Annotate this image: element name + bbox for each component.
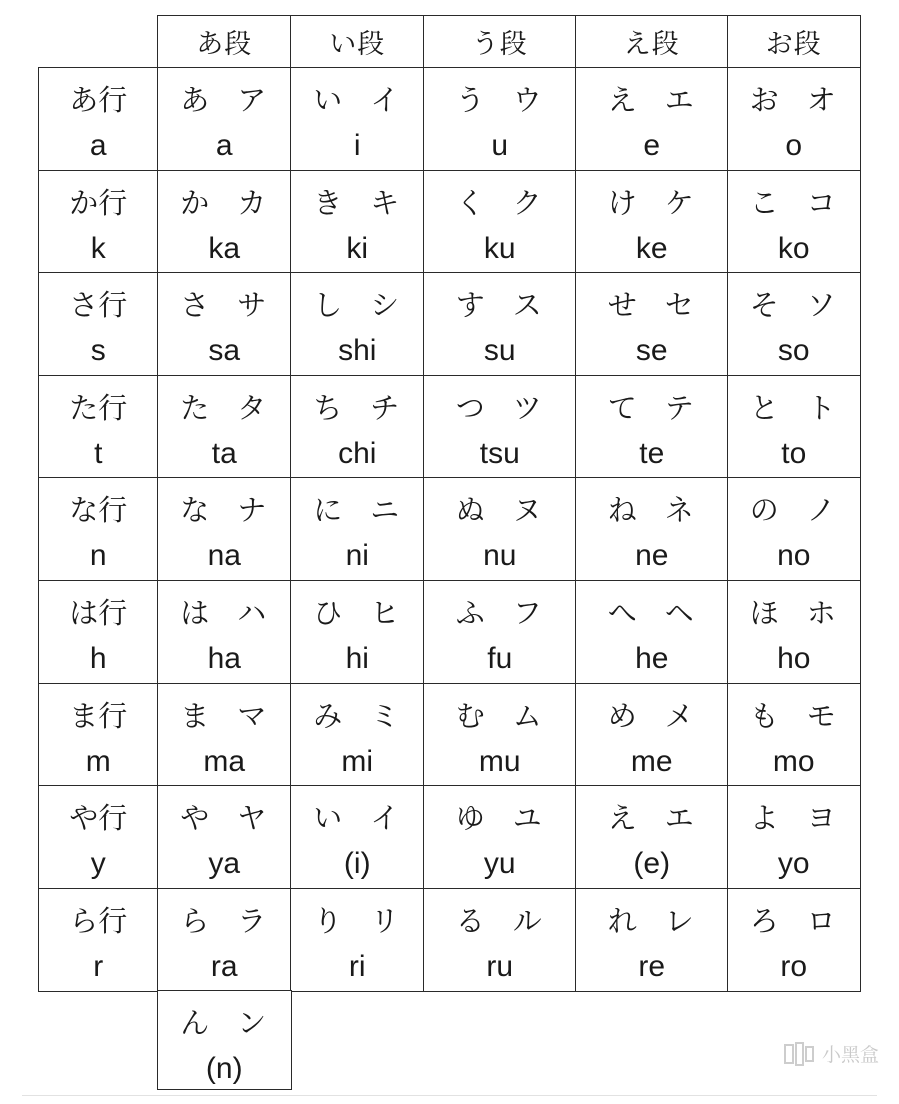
hiragana-char: の: [749, 492, 781, 527]
kana-cell: [157, 888, 292, 992]
romaji-text: ri: [348, 950, 366, 983]
romaji-text: ku: [483, 232, 516, 265]
katakana-char: ト: [806, 390, 838, 425]
column-header: え段: [575, 15, 729, 69]
hiragana-char: と: [749, 390, 781, 425]
kana-cell: [575, 580, 729, 685]
kana-cell: [290, 888, 425, 992]
katakana-char: ケ: [664, 185, 696, 220]
kana-cell: [575, 67, 729, 172]
kana-cell: [157, 67, 292, 172]
kana-cell: [727, 67, 861, 172]
row-label-kana: か行: [69, 185, 128, 220]
row-label: [38, 683, 159, 787]
hiragana-char: ち: [313, 390, 345, 425]
kana-cell: [727, 477, 861, 582]
katakana-char: ツ: [512, 390, 544, 425]
row-label-kana: な行: [69, 492, 128, 527]
hiragana-char: む: [455, 698, 487, 733]
row-label-kana: あ行: [69, 82, 128, 117]
kana-pair: [576, 690, 728, 738]
kana-cell: [575, 683, 729, 787]
kana-pair: [158, 382, 291, 430]
hiragana-char: れ: [607, 903, 639, 938]
kana-cell: [290, 785, 425, 890]
romaji-text: (e): [633, 847, 671, 880]
hiragana-char: り: [313, 903, 345, 938]
hiragana-char: に: [313, 492, 345, 527]
kana-cell: [157, 272, 292, 377]
kana-pair: [424, 587, 576, 635]
romaji-text: fu: [487, 642, 513, 675]
kana-cell-n: [157, 990, 292, 1090]
kana-cell: [157, 580, 292, 685]
kana-cell: [423, 785, 577, 890]
row-label-romaji: y: [90, 847, 106, 880]
hiragana-char: よ: [749, 800, 781, 835]
kana-pair: [291, 177, 424, 225]
romaji-text: ka: [208, 232, 241, 265]
romaji-text: na: [207, 539, 241, 572]
romaji-text: tsu: [479, 437, 520, 470]
kana-cell: [157, 477, 292, 582]
hiragana-char: こ: [749, 185, 781, 220]
hiragana-char: は: [180, 595, 212, 630]
katakana-char: ホ: [806, 595, 838, 630]
romaji-text: so: [777, 334, 810, 367]
hiragana-char: み: [313, 698, 345, 733]
romaji-text: u: [491, 129, 509, 162]
katakana-char: オ: [806, 82, 838, 117]
kana-cell: [423, 170, 577, 274]
kana-cell: [290, 375, 425, 479]
katakana-char: ナ: [237, 492, 269, 527]
column-header: あ段: [157, 15, 292, 69]
hiragana-char: る: [455, 903, 487, 938]
hiragana-char: ね: [607, 492, 639, 527]
row-label: [38, 477, 159, 582]
kana-pair: [291, 74, 424, 122]
kana-cell: [290, 580, 425, 685]
kana-pair: [728, 177, 860, 225]
romaji-text: ru: [486, 950, 514, 983]
katakana-char: ク: [512, 185, 544, 220]
kana-pair: [158, 74, 291, 122]
katakana-char: ミ: [370, 698, 402, 733]
katakana-char: イ: [370, 82, 402, 117]
kana-cell: [157, 683, 292, 787]
hiragana-char: ふ: [455, 595, 487, 630]
kana-pair: [424, 279, 576, 327]
row-label-romaji: h: [89, 642, 107, 675]
hiragana-char: め: [607, 698, 639, 733]
kana-pair: [158, 690, 291, 738]
katakana-char: ユ: [512, 800, 544, 835]
katakana-char: マ: [237, 698, 269, 733]
romaji-text: ki: [346, 232, 369, 265]
kana-pair: [424, 792, 576, 840]
kana-cell: [157, 785, 292, 890]
romaji-text: to: [781, 437, 807, 470]
kana-pair: [424, 690, 576, 738]
katakana-char: ソ: [806, 287, 838, 322]
romaji-text: (i): [343, 847, 371, 880]
romaji-text: ni: [345, 539, 369, 572]
kana-cell: [575, 785, 729, 890]
row-label-kana: や行: [69, 800, 128, 835]
romaji-text: sa: [208, 334, 241, 367]
romaji-text: (n): [205, 1052, 243, 1085]
kana-cell: [290, 477, 425, 582]
katakana-char: ヤ: [237, 800, 269, 835]
kana-pair: [291, 587, 424, 635]
romaji-text: me: [630, 745, 673, 778]
footer-divider: [22, 1095, 877, 1096]
romaji-text: ko: [777, 232, 810, 265]
romaji-text: mo: [772, 745, 815, 778]
kana-pair: [158, 279, 291, 327]
kana-cell: [727, 580, 861, 685]
katakana-char: コ: [806, 185, 838, 220]
row-label-romaji: t: [94, 437, 103, 470]
katakana-char: タ: [237, 390, 269, 425]
kana-pair: [728, 587, 860, 635]
hiragana-char: ぬ: [455, 492, 487, 527]
kana-cell: [290, 67, 425, 172]
kana-cell: [727, 375, 861, 479]
kana-pair: [576, 895, 728, 943]
katakana-char: エ: [664, 800, 696, 835]
kana-cell: [727, 170, 861, 274]
katakana-char: ノ: [806, 492, 838, 527]
kana-cell: [727, 888, 861, 992]
romaji-text: ho: [777, 642, 811, 675]
katakana-char: モ: [806, 698, 838, 733]
kana-pair: [291, 690, 424, 738]
kana-cell: [423, 272, 577, 377]
romaji-text: ta: [211, 437, 237, 470]
kana-cell: [157, 375, 292, 479]
hiragana-char: し: [313, 287, 345, 322]
katakana-char: ル: [512, 903, 544, 938]
katakana-char: キ: [370, 185, 402, 220]
row-label: [38, 888, 159, 992]
romaji-text: ma: [203, 745, 246, 778]
kana-pair: [291, 895, 424, 943]
kana-pair: [576, 177, 728, 225]
kana-cell: [423, 683, 577, 787]
kana-cell: [727, 785, 861, 890]
watermark-text: 小黑盒: [821, 1044, 879, 1066]
hiragana-char: そ: [749, 287, 781, 322]
hiragana-char: あ: [180, 82, 212, 117]
row-label-romaji: n: [89, 539, 107, 572]
katakana-char: フ: [512, 595, 544, 630]
katakana-char: ヘ: [664, 595, 696, 630]
kana-pair: [424, 382, 576, 430]
kana-pair: [576, 382, 728, 430]
hiragana-char: く: [455, 185, 487, 220]
romaji-text: a: [215, 129, 233, 162]
kana-pair: [728, 74, 860, 122]
kana-pair: [424, 177, 576, 225]
romaji-text: o: [785, 129, 803, 162]
hiragana-char: つ: [455, 390, 487, 425]
hiragana-char: す: [455, 287, 487, 322]
hiragana-char: ろ: [749, 903, 781, 938]
kana-pair: [158, 792, 291, 840]
hiragana-char: も: [749, 698, 781, 733]
kana-pair: [158, 587, 291, 635]
hiragana-char: へ: [607, 595, 639, 630]
katakana-char: セ: [664, 287, 696, 322]
katakana-char: メ: [664, 698, 696, 733]
kana-cell: [727, 272, 861, 377]
katakana-char: シ: [370, 287, 402, 322]
romaji-text: ne: [635, 539, 669, 572]
romaji-text: ro: [780, 950, 808, 983]
hiragana-char: け: [607, 185, 639, 220]
katakana-char: レ: [664, 903, 696, 938]
kana-pair: [576, 74, 728, 122]
row-label: [38, 375, 159, 479]
kana-pair: [728, 382, 860, 430]
romaji-text: no: [777, 539, 811, 572]
kana-pair: [576, 587, 728, 635]
kana-cell: [290, 683, 425, 787]
kana-pair: [158, 895, 291, 943]
kana-cell: [423, 375, 577, 479]
kana-pair: [576, 792, 728, 840]
romaji-text: he: [635, 642, 669, 675]
romaji-text: se: [635, 334, 668, 367]
kana-cell: [423, 67, 577, 172]
kana-pair: [728, 792, 860, 840]
kana-pair: [424, 895, 576, 943]
kana-pair: [291, 792, 424, 840]
row-label-romaji: k: [90, 232, 106, 265]
katakana-char: ラ: [237, 903, 269, 938]
hiragana-char: い: [313, 800, 345, 835]
kana-cell: [727, 683, 861, 787]
romaji-text: nu: [483, 539, 517, 572]
katakana-char: ニ: [370, 492, 402, 527]
romaji-text: mu: [478, 745, 521, 778]
hiragana-char: ひ: [313, 595, 345, 630]
katakana-char: ウ: [512, 82, 544, 117]
row-label-romaji: s: [90, 334, 106, 367]
hiragana-char: え: [607, 800, 639, 835]
katakana-char: ム: [512, 698, 544, 733]
kana-pair: [728, 690, 860, 738]
kana-cell: [290, 272, 425, 377]
katakana-char: ヒ: [370, 595, 402, 630]
hiragana-char: さ: [180, 287, 212, 322]
kana-cell: [575, 272, 729, 377]
katakana-char: ロ: [806, 903, 838, 938]
row-label: [38, 580, 159, 685]
katakana-char: ヌ: [512, 492, 544, 527]
kana-pair: [291, 484, 424, 532]
kana-pair: [158, 177, 291, 225]
row-label-romaji: a: [89, 129, 107, 162]
kana-pair: [424, 484, 576, 532]
heybox-logo-icon: [782, 1041, 816, 1067]
romaji-text: yu: [483, 847, 516, 880]
romaji-text: shi: [338, 334, 377, 367]
kana-pair: [728, 279, 860, 327]
kana-pair: [291, 382, 424, 430]
row-label-romaji: m: [85, 745, 111, 778]
katakana-char: ン: [237, 1005, 269, 1040]
row-label: [38, 67, 159, 172]
kana-pair: [576, 279, 728, 327]
hiragana-char: え: [607, 82, 639, 117]
kana-cell: [575, 477, 729, 582]
hiragana-char: て: [607, 390, 639, 425]
hiragana-char: せ: [607, 287, 639, 322]
hiragana-char: な: [180, 492, 212, 527]
katakana-char: イ: [370, 800, 402, 835]
kana-cell: [575, 375, 729, 479]
row-label: [38, 785, 159, 890]
kana-cell: [575, 170, 729, 274]
romaji-text: chi: [338, 437, 377, 470]
romaji-text: ra: [210, 950, 238, 983]
hiragana-char: う: [455, 82, 487, 117]
row-label-kana: は行: [69, 595, 128, 630]
romaji-text: su: [483, 334, 516, 367]
row-label: [38, 170, 159, 274]
kana-cell: [575, 888, 729, 992]
romaji-text: mi: [341, 745, 374, 778]
hiragana-char: き: [313, 185, 345, 220]
row-label-kana: た行: [69, 390, 128, 425]
hiragana-char: い: [313, 82, 345, 117]
hiragana-char: ん: [180, 1005, 212, 1040]
hiragana-char: ほ: [749, 595, 781, 630]
romaji-text: e: [643, 129, 661, 162]
romaji-text: re: [638, 950, 666, 983]
romaji-text: ha: [207, 642, 241, 675]
katakana-char: カ: [237, 185, 269, 220]
hiragana-char: ら: [180, 903, 212, 938]
kana-pair: [158, 997, 291, 1045]
katakana-char: ス: [512, 287, 544, 322]
romaji-text: hi: [345, 642, 369, 675]
hiragana-char: か: [180, 185, 212, 220]
watermark: [782, 1040, 879, 1067]
kana-cell: [423, 580, 577, 685]
kana-pair: [291, 279, 424, 327]
katakana-char: サ: [237, 287, 269, 322]
katakana-char: ヨ: [806, 800, 838, 835]
romaji-text: yo: [777, 847, 810, 880]
katakana-char: テ: [664, 390, 696, 425]
row-label-kana: さ行: [69, 287, 128, 322]
katakana-char: チ: [370, 390, 402, 425]
katakana-char: ハ: [237, 595, 269, 630]
romaji-text: ke: [635, 232, 668, 265]
hiragana-char: や: [180, 800, 212, 835]
kana-pair: [728, 484, 860, 532]
row-label-kana: ら行: [69, 903, 128, 938]
column-header: う段: [423, 15, 577, 69]
kana-cell: [423, 477, 577, 582]
katakana-char: ア: [237, 82, 269, 117]
katakana-char: リ: [370, 903, 402, 938]
katakana-char: ネ: [664, 492, 696, 527]
hiragana-char: ま: [180, 698, 212, 733]
row-label-kana: ま行: [69, 698, 128, 733]
katakana-char: エ: [664, 82, 696, 117]
row-label: [38, 272, 159, 377]
kana-pair: [424, 74, 576, 122]
romaji-text: ya: [208, 847, 241, 880]
kana-cell: [290, 170, 425, 274]
hiragana-char: た: [180, 390, 212, 425]
row-label-romaji: r: [93, 950, 104, 983]
column-header: い段: [290, 15, 425, 69]
kana-cell: [423, 888, 577, 992]
kana-cell: [157, 170, 292, 274]
romaji-text: te: [639, 437, 665, 470]
kana-pair: [728, 895, 860, 943]
column-header: お段: [727, 15, 861, 69]
hiragana-char: お: [749, 82, 781, 117]
hiragana-char: ゆ: [455, 800, 487, 835]
romaji-text: i: [353, 129, 361, 162]
kana-pair: [576, 484, 728, 532]
kana-pair: [158, 484, 291, 532]
